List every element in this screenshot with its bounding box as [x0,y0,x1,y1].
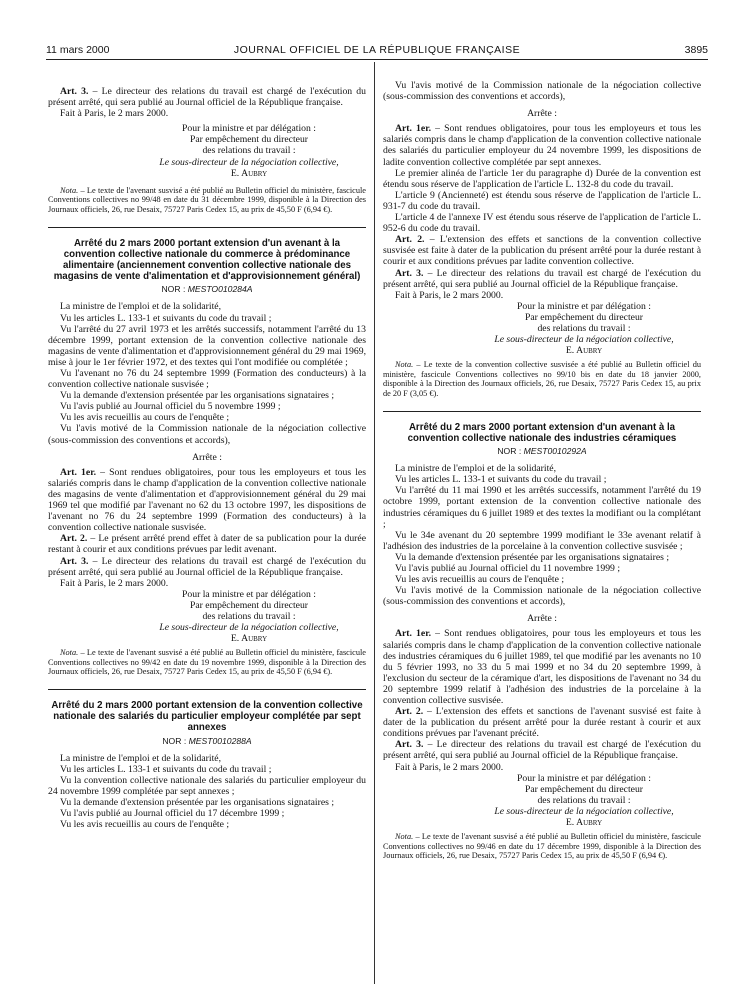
reserve-paragraph: L'article 9 (Ancienneté) est étendu sous réserve de l'application de l'article L. 931-7 du code du travail. [383,189,701,212]
article-paragraph [383,628,701,706]
page-number: 3895 [684,44,708,56]
article-paragraph [383,234,701,267]
nor-code: MEST0010292A [523,446,587,457]
note-text: – Le texte de la convention collective susvisée a été publié au Bulletin officiel du ministère, fascicule Conventions collectives no 99/10 bis en date du 18 janvier 2000, disponible à la Direction des Journaux officiels, 26, rue Desaix, 75727 Paris Cedex 15, au prix de 20 F (3,05 €). [383,360,701,399]
signature-line: Par empêchement du directeur [189,134,309,146]
article-label: Art. 3. [395,267,424,279]
nor-label: NOR : [161,284,188,295]
article-label: Art. 1er. [395,123,432,135]
visa-line: Vu l'avenant no 76 du 24 septembre 1999 (Formation des conducteurs) à la convention collective nationale susvisée ; [48,368,366,391]
running-head [46,40,708,58]
column-divider [374,62,375,984]
signature-line: des relations du travail : [537,322,631,334]
decree-title: Arrêté du 2 mars 2000 portant extension d'un avenant à la convention collective nationale des industries céramiques [407,421,677,444]
visa-line: La ministre de l'emploi et de la solidarité, [395,463,557,475]
signature-line: Par empêchement du directeur [524,783,644,795]
signature-date: Fait à Paris, le 2 mars 2000. [395,761,504,773]
signature-line: des relations du travail : [202,145,296,157]
visa-line: Vu le 34e avenant du 20 septembre 1999 modifiant le 33e avenant relatif à l'adhésion des industries de la porcelaine à la convention collective susvisée ; [383,529,701,552]
publication-note [383,360,701,398]
signatory-title: Le sous-directeur de la négociation collective, [159,156,339,168]
arrete-heading: Arrête : [527,613,557,625]
article-label: Art. 2. [60,533,88,545]
note-text: – Le texte de l'avenant susvisé a été publié au Bulletin officiel du ministère, fascicule Conventions collectives no 99/48 en date du 31 décembre 1999, disponible à la Direction des Journaux officiels, 26, rue Desaix, 75727 Paris Cedex 15, au prix de 45,50 F (6,94 €). [48,185,366,214]
article-paragraph [383,739,701,761]
signature-line: Pour la ministre et par délégation : [182,123,316,135]
visa-line: Vu les articles L. 133-1 et suivants du code du travail ; [60,763,272,775]
article-text: – Le directeur des relations du travail est chargé de l'exécution du présent arrêté, qui sera publié au Journal officiel de la République française. [383,739,701,762]
article-paragraph [48,86,366,108]
note-label: Nota. [60,648,79,658]
article-label: Art. 1er. [60,466,97,478]
header-rule [46,59,708,60]
visa-line: Vu l'avis publié au Journal officiel du 5 novembre 1999 ; [60,401,281,413]
visa-line: Vu l'avis motivé de la Commission nationale de la négociation collective (sous-commission des conventions et accords), [383,585,701,608]
article-label: Art. 3. [60,555,89,567]
signatory-name: E. Aubry [230,633,268,645]
visa-line: Vu l'arrêté du 27 avril 1973 et les arrêtés successifs, notamment l'arrêté du 13 décembre 1999, portant extension de la convention collective nationale des magasins de vente d'alimentation et d'approvisionnement général du 29 mai 1969, mise à jour le 1er février 1972, et des textes qui l'ont modifiée ou complétée ; [48,323,366,368]
article-text: – Sont rendues obligatoires, pour tous les employeurs et tous les salariés compris dans le champ d'application de la convention collective nationale des magasins de vente d'alimentation et d'approvisionnement général du 29 mai 1969 tel que modifié par l'avenant no 62 du 13 octobre 1997, les dispositions de l'avenant no 76 du 24 septembre 1999 (Formation des conducteurs) à la convention collective nationale susvisée. [48,466,366,534]
note-text: – Le texte de l'avenant susvisé a été publié au Bulletin officiel du ministère, fascicule Conventions collectives no 99/46 en date du 17 décembre 1999, disponible à la Direction des Journaux officiels, 26, rue Desaix, 75727 Paris Cedex 15, au prix de 45,50 F (6,94 €). [383,832,701,861]
nor-label: NOR : [497,446,524,457]
visa-line: Vu la convention collective nationale des salariés du particulier employeur du 24 novembre 1999 complétée par sept annexes ; [48,774,366,798]
signature-line: des relations du travail : [202,610,296,622]
signature-date: Fait à Paris, le 2 mars 2000. [60,108,169,120]
visa-line: Vu la demande d'extension présentée par les organisations signataires ; [395,551,670,563]
signatory-title: Le sous-directeur de la négociation collective, [494,334,674,346]
left-column [48,86,366,830]
article-paragraph [383,706,701,739]
note-text: – Le texte de l'avenant susvisé a été publié au Bulletin officiel du ministère, fascicule Conventions collectives no 99/42 en date du 19 novembre 1999, disponible à la Direction des Journaux officiels, 26, rue Desaix, 75727 Paris Cedex 15, au prix de 45,50 F (6,94 €). [48,648,366,677]
visa-line: Vu la demande d'extension présentée par les organisations signataires ; [60,390,335,402]
article-text: – Sont rendues obligatoires, pour tous les employeurs et tous les salariés compris dans le champ d'application de la convention collective nationale des industries céramiques du 6 juillet 1989, tel que modifié par les avenants no 10 du 5 février 1993, no 33 du 5 mai 1999 et no 34 du 20 septembre 1999, à l'exclusion du secteur de la céramique d'art, les dispositions de l'avenant no 34 du 20 septembre 1999 relatif à l'adhésion des industries de la porcelaine à la convention collective susvisée. [383,628,701,706]
signature-line: des relations du travail : [537,794,631,806]
journal-title: JOURNAL OFFICIEL DE LA RÉPUBLIQUE FRANÇAISE [233,44,521,56]
article-label: Art. 2. [395,706,424,718]
visa-line: Vu les avis recueillis au cours de l'enquête ; [60,412,230,424]
section-separator [383,411,701,412]
article-paragraph [383,268,701,290]
article-label: Art. 3. [395,739,424,751]
decree-title: Arrêté du 2 mars 2000 portant extension d'un avenant à la convention collective nationale du commerce à prédominance alimentaire (anciennement convention collective nationale des magasins de vente d'alimentation et d'approvisionnement général) [53,237,361,283]
publication-note [48,648,366,677]
signature-date: Fait à Paris, le 2 mars 2000. [60,577,169,589]
signature-block [467,301,701,356]
nor-label: NOR : [162,735,189,746]
arrete-heading: Arrête : [527,108,557,120]
publication-note [383,832,701,861]
nor-code: MESTO010284A [187,284,253,295]
nor-reference [48,736,366,747]
signature-line: Par empêchement du directeur [524,311,644,323]
visa-line: Vu l'avis motivé de la Commission nationale de la négociation collective (sous-commission des conventions et accords), [383,80,701,103]
article-text: – Le directeur des relations du travail est chargé de l'exécution du présent arrêté, qui sera publié au Journal officiel de la République française. [48,555,366,578]
signature-block [467,773,701,828]
signature-block [132,589,366,644]
section-separator [48,227,366,228]
signatory-name: E. Aubry [565,345,603,357]
article-text: – L'extension des effets et sanctions de l'avenant susvisé est faite à dater de la publication du présent arrêté pour la durée restant à courir et aux conditions prévues par l'avenant précité. [383,706,701,740]
signature-date: Fait à Paris, le 2 mars 2000. [395,289,504,301]
reserve-paragraph: L'article 4 de l'annexe IV est étendu sous réserve de l'application de l'article L. 952-6 du code du travail. [383,212,701,235]
visa-line: Vu l'avis publié au Journal officiel du 11 novembre 1999 ; [395,562,621,574]
signatory-title: Le sous-directeur de la négociation collective, [494,805,674,817]
visa-line: Vu les articles L. 133-1 et suivants du code du travail ; [395,474,607,486]
article-text: – L'extension des effets et sanctions de la convention collective susvisée est faite à dater de la publication du présent arrêté pour la durée restant à courir et aux conditions prévues par ladite convention collective. [383,234,701,268]
visa-line: Vu les avis recueillis au cours de l'enquête ; [395,574,565,586]
note-label: Nota. [60,185,79,195]
signature-line: Pour la ministre et par délégation : [517,772,651,784]
visa-line: Vu la demande d'extension présentée par les organisations signataires ; [60,797,335,809]
article-paragraph [48,533,366,555]
visa-line: Vu l'arrêté du 11 mai 1990 et les arrêtés successifs, notamment l'arrêté du 19 octobre 1999, portant extension de la convention collective nationale des industries céramiques du 6 juillet 1989 et des textes la modifiant ou la complétant ; [383,485,701,530]
right-column [383,80,701,861]
nor-code: MEST0010288A [188,735,252,746]
signature-line: Pour la ministre et par délégation : [182,588,316,600]
article-text: – Sont rendues obligatoires, pour tous les employeurs et tous les salariés compris dans le champ d'application de la convention collective nationale des salariés du particulier employeur du 24 novembre 1999, les dispositions de ladite convention collective complétée par sept annexes. [383,123,701,168]
article-label: Art. 2. [395,234,425,246]
article-paragraph [48,467,366,534]
visa-line: Vu l'avis motivé de la Commission nationale de la négociation collective (sous-commission des conventions et accords), [48,423,366,446]
article-label: Art. 3. [60,86,89,97]
visa-line: La ministre de l'emploi et de la solidarité, [60,752,222,764]
decree-title: Arrêté du 2 mars 2000 portant extension de la convention collective nationale des salariés du particulier employeur complétée par sept annexes [51,700,363,734]
note-label: Nota. [395,360,414,370]
signatory-title: Le sous-directeur de la négociation collective, [159,622,339,634]
article-paragraph [48,556,366,578]
article-label: Art. 1er. [395,628,432,640]
note-label: Nota. [395,832,414,842]
visa-line: Vu les avis recueillis au cours de l'enquête ; [60,819,230,831]
nor-reference [48,284,366,295]
visa-line: La ministre de l'emploi et de la solidarité, [60,301,222,313]
article-text: – Le présent arrêté prend effet à dater de sa publication pour la durée restant à courir et aux conditions prévues par ledit avenant. [48,533,366,556]
nor-reference [383,446,701,457]
visa-line: Vu les articles L. 133-1 et suivants du code du travail ; [60,312,272,324]
reserve-paragraph: Le premier alinéa de l'article 1er du paragraphe d) Durée de la convention est étendu sous réserve de l'application de l'article L. 132-8 du code du travail. [383,167,701,190]
signature-line: Pour la ministre et par délégation : [517,300,651,312]
article-text: – Le directeur des relations du travail est chargé de l'exécution du présent arrêté, qui sera publié au Journal officiel de la République française. [48,86,366,109]
visa-line: Vu l'avis publié au Journal officiel du 17 décembre 1999 ; [60,808,285,820]
signatory-name: E. Aubry [230,167,268,179]
signatory-name: E. Aubry [565,817,603,829]
section-separator [48,689,366,690]
arrete-heading: Arrête : [192,451,222,463]
article-text: – Le directeur des relations du travail est chargé de l'exécution du présent arrêté, qui sera publié au Journal officiel de la République française. [383,267,701,290]
publication-note [48,186,366,215]
signature-block [132,123,366,178]
article-paragraph [383,123,701,167]
issue-date: 11 mars 2000 [46,44,110,56]
signature-line: Par empêchement du directeur [189,599,309,611]
